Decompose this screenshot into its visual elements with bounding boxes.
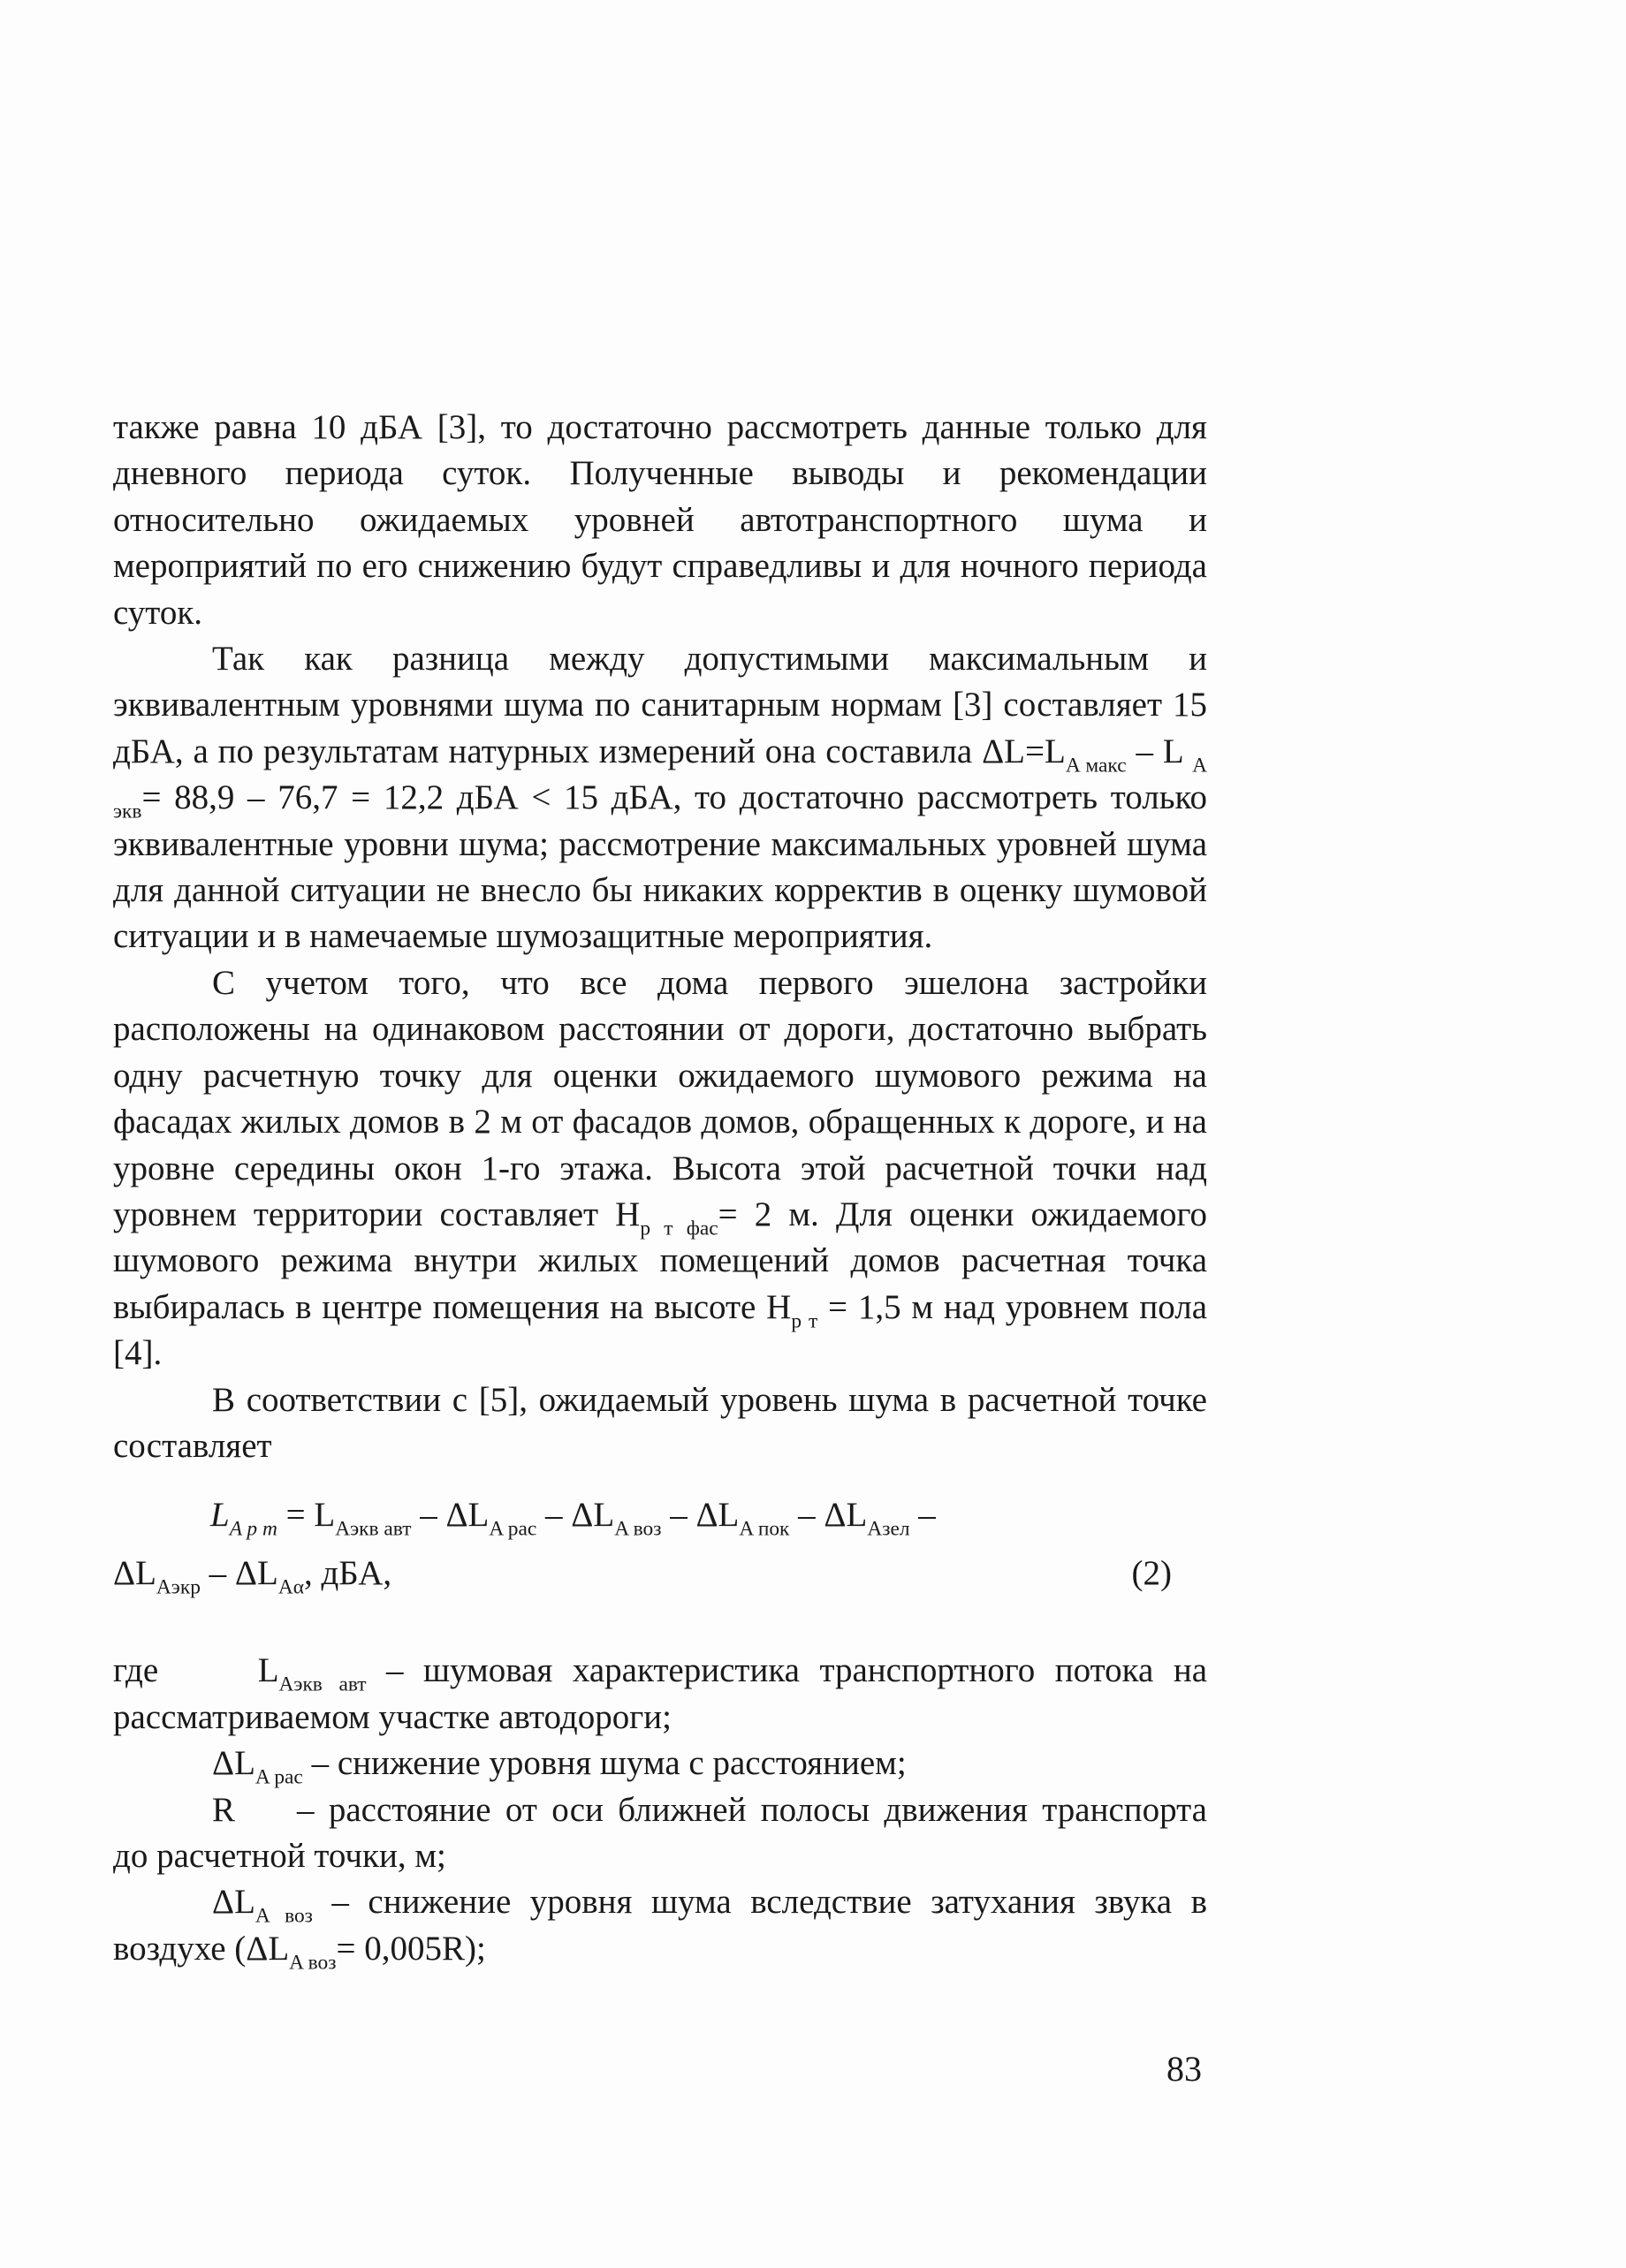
- definition-3-symbol: R: [212, 1790, 236, 1829]
- definition-2-symbol: ΔL: [212, 1744, 255, 1783]
- definition-4-text-a: – снижение уровня шума вследствие затухания звука в воздухе (ΔL: [113, 1883, 1207, 1968]
- definition-1-text: – шумовая характеристика транспортного потока на рассматриваемом участке автодороги;: [113, 1651, 1208, 1736]
- formula-term-6: ΔL: [113, 1554, 156, 1593]
- formula-2: [113, 1492, 1207, 1623]
- formula-term-4-sub: A пок: [739, 1517, 790, 1541]
- page-number: 83: [1166, 2049, 1202, 2089]
- formula-term-3: – ΔL: [536, 1496, 615, 1535]
- definition-1: [113, 1648, 1207, 1741]
- equation-number: (2): [1131, 1554, 1172, 1593]
- body-text: [113, 405, 1208, 1975]
- paragraph-2-text-a: Так как разница между допустимыми максимальным и эквивалентным уровнями шума по санитарным нормам [3] составляет 15 дБА, а по результатам натурных измерений она составила ΔL=L: [113, 640, 1207, 770]
- formula-line-2: [113, 1551, 391, 1597]
- formula-term-7: – ΔL: [200, 1554, 278, 1593]
- subscript-a-max: A макс: [1065, 754, 1127, 777]
- paragraph-3-text-c: = 1,5 м над уровнем пола [4].: [113, 1287, 1208, 1373]
- definition-1-symbol: L: [257, 1651, 279, 1690]
- definition-4-sub: A воз: [255, 1904, 313, 1928]
- definition-3-text: – расстояние от оси ближней полосы движения транспорта до расчетной точки, м;: [113, 1790, 1207, 1875]
- subscript-rt: р т: [791, 1309, 818, 1333]
- paragraph-2-text-b: – L: [1126, 732, 1193, 770]
- formula-term-7-sub: Aα: [277, 1575, 304, 1599]
- formula-unit: , дБА,: [303, 1554, 392, 1593]
- definition-2: [113, 1741, 1207, 1789]
- definition-lead: где: [113, 1651, 159, 1690]
- paragraph-3-text-a: С учетом того, что все дома первого эшелона застройки расположены на одинаковом расстоянии от дороги, достаточно выбрать одну расчетную точку для оценки ожидаемого шумового режима на фасадах жилых домов в 2 м от фасадов домов, обращенных к дороге, и на уровне середины окон 1-го этажа. Высота этой расчетной точки над уровнем территории составляет H: [113, 963, 1207, 1233]
- definition-4-sub-2: A воз: [289, 1951, 337, 1975]
- formula-lhs-sub: A р т: [229, 1517, 277, 1541]
- formula-term-5: – ΔL: [789, 1496, 868, 1535]
- paragraph-4-text: В соответствии с [5], ожидаемый уровень шума в расчетной точке составляет: [113, 1380, 1207, 1465]
- definition-2-text: – снижение уровня шума с расстоянием;: [302, 1744, 907, 1783]
- paragraph-4: [113, 1377, 1207, 1470]
- formula-term-6-sub: Aэкр: [156, 1575, 201, 1599]
- definition-4-symbol: ΔL: [212, 1883, 255, 1922]
- formula-trailing-minus: –: [909, 1496, 936, 1535]
- formula-term-5-sub: Aзел: [867, 1517, 910, 1541]
- subscript-rt-fas: р т фас: [640, 1217, 718, 1240]
- definition-4-text-b: = 0,005R);: [336, 1929, 486, 1968]
- paragraph-1: [113, 405, 1207, 636]
- definition-2-sub: A рас: [255, 1765, 303, 1789]
- definition-4: [113, 1879, 1207, 1975]
- formula-term-1-sub: Aэкв авт: [335, 1517, 412, 1541]
- formula-term-1: = L: [277, 1496, 336, 1535]
- paragraph-2: [113, 636, 1207, 960]
- formula-term-2-sub: A рас: [489, 1517, 537, 1541]
- formula-term-4: – ΔL: [661, 1496, 740, 1535]
- definition-1-sub: Aэкв авт: [278, 1673, 367, 1696]
- paragraph-1-text: также равна 10 дБА [3], то достаточно рассмотреть данные только для дневного периода суток. Полученные выводы и рекомендации относительно ожидаемых уровней автотранспортного шума и мероприятий по его снижению будут справедливы и для ночного периода суток.: [113, 408, 1207, 632]
- paragraph-3: [113, 960, 1207, 1377]
- formula-term-3-sub: A воз: [614, 1517, 662, 1541]
- subscript-a-eq: A экв: [113, 754, 1207, 823]
- formula-line-1: [210, 1492, 936, 1541]
- paragraph-3-text-b: = 2 м. Для оценки ожидаемого шумового режима внутри жилых помещений домов расчетная точка выбиралась в центре помещения на высоте H: [113, 1195, 1207, 1326]
- paragraph-2-text-c: = 88,9 – 76,7 = 12,2 дБА < 15 дБА, то достаточно рассмотреть только эквивалентные уровни шума; рассмотрение максимальных уровней шума для данной ситуации не внесло бы никаких корректив в оценку шумовой ситуации и в намечаемые шумозащитные мероприятия.: [113, 778, 1207, 956]
- formula-term-2: – ΔL: [411, 1496, 490, 1535]
- formula-lhs: L: [210, 1496, 230, 1535]
- definition-3: [113, 1787, 1207, 1880]
